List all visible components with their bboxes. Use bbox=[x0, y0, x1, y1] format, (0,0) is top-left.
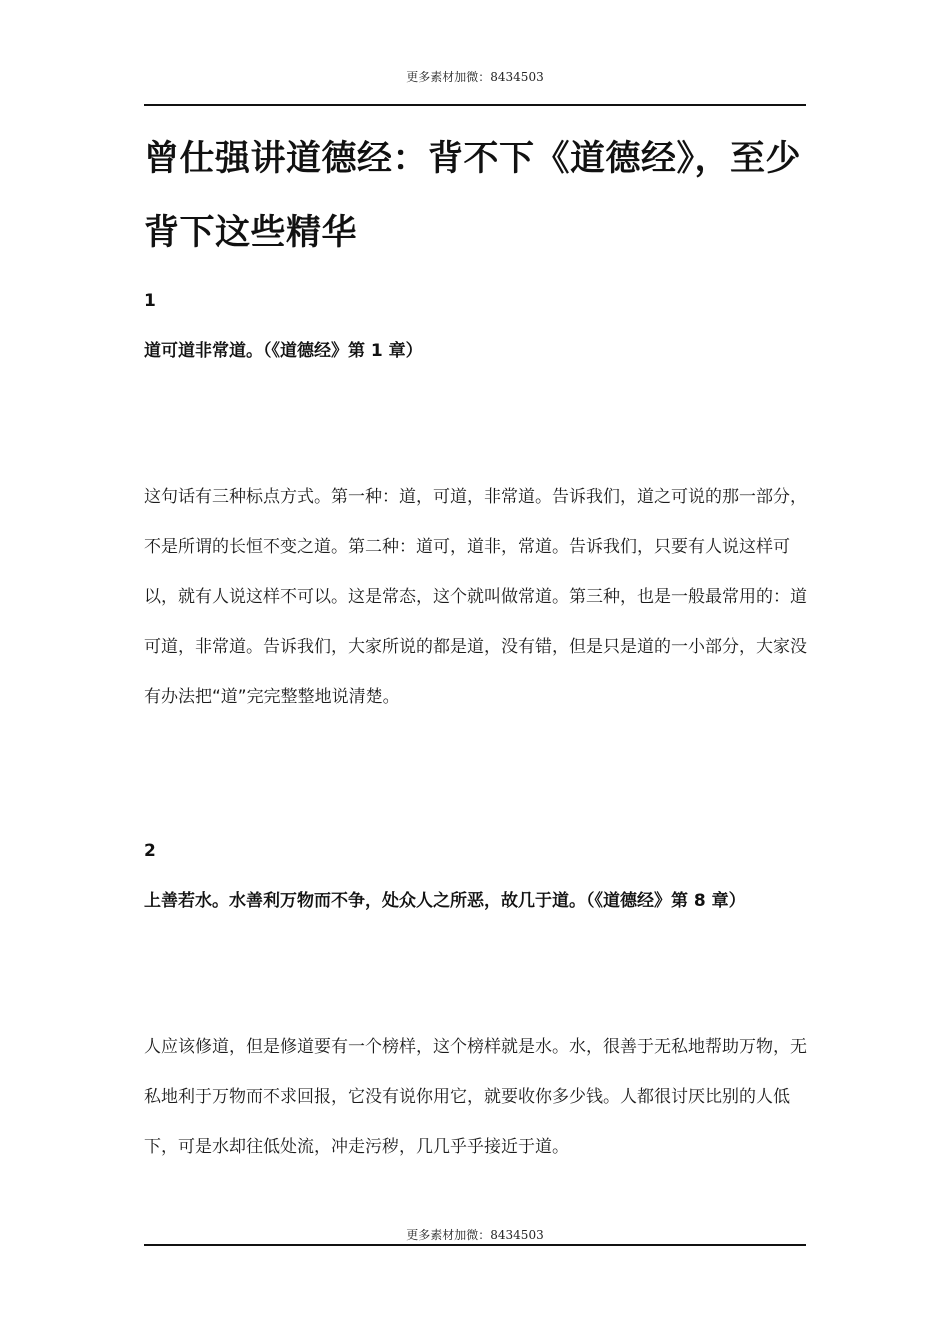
page-header: 更多素材加微：8434503 bbox=[406, 70, 544, 84]
section-1 bbox=[144, 276, 816, 722]
section-2 bbox=[144, 826, 816, 1172]
article-title: 曾仕强讲道德经：背不下《道德经》，至少背下这些精华 bbox=[144, 139, 802, 253]
section-paragraph: 人应该修道，但是修道要有一个榜样，这个榜样就是水。水，很善于无私地帮助万物，无私地利于万物而不求回报，它没有说你用它，就要收你多少钱。人都很讨厌比别的人低下，可是水却往低处流，冲走污秽，几几乎乎接近于道。 bbox=[144, 1037, 807, 1157]
section-quote: 上善若水。水善利万物而不争，处众人之所恶，故几于道。（《道德经》第 8 章） bbox=[144, 891, 746, 911]
section-quote: 道可道非常道。（《道德经》第 1 章） bbox=[144, 341, 423, 361]
section-number: 1 bbox=[144, 291, 156, 311]
section-paragraph: 这句话有三种标点方式。第一种：道，可道，非常道。告诉我们，道之可说的那一部分，不是所谓的长恒不变之道。第二种：道可，道非，常道。告诉我们，只要有人说这样可以，就有人说这样不可以。这是常态，这个就叫做常道。第三种，也是一般最常用的：道可道，非常道。告诉我们，大家所说的都是道，没有错，但是只是道的一小部分，大家没有办法把“道”完完整整地说清楚。 bbox=[144, 487, 807, 707]
article-body bbox=[144, 122, 816, 1172]
header-rule bbox=[144, 104, 806, 106]
page-footer: 更多素材加微：8434503 bbox=[406, 1228, 544, 1242]
section-number: 2 bbox=[144, 841, 156, 861]
footer-rule bbox=[144, 1244, 806, 1246]
